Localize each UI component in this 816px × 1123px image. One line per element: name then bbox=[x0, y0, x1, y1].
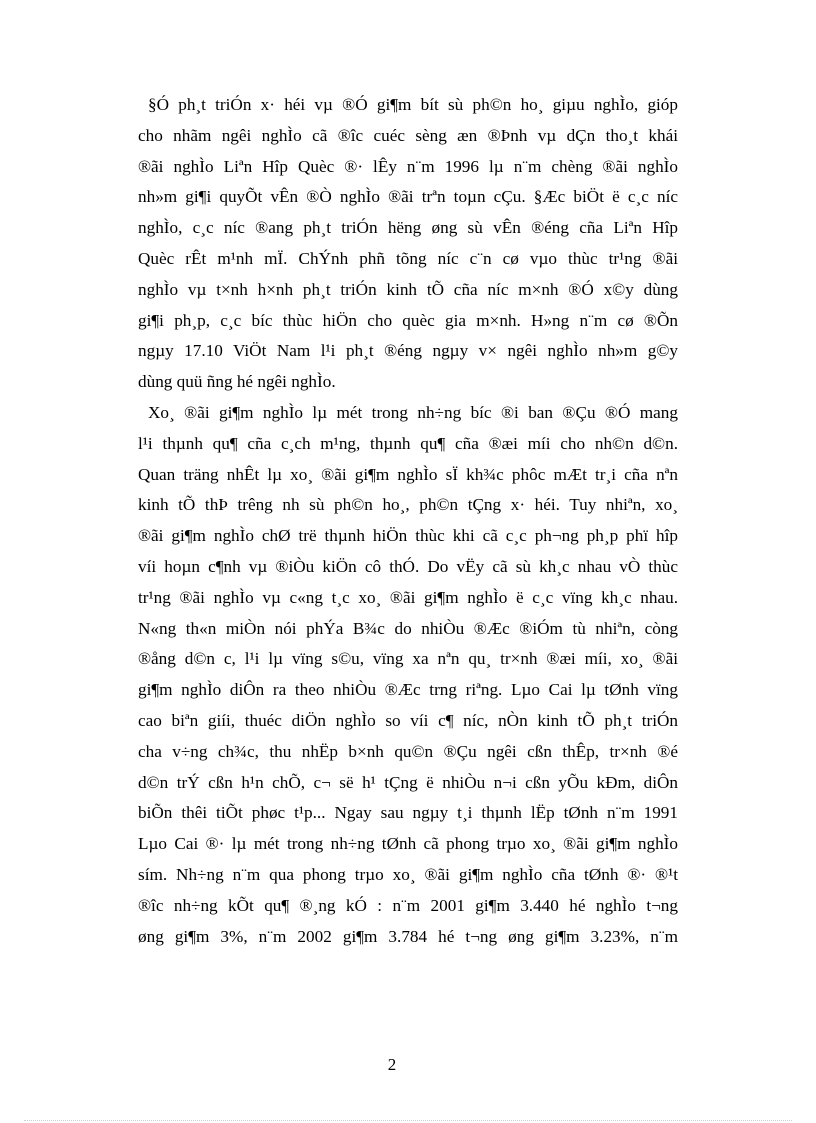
page-number: 2 bbox=[387, 1055, 397, 1074]
paragraph-1 bbox=[138, 90, 678, 398]
body-text bbox=[138, 90, 678, 952]
text-line: gi¶i ph¸p, c¸c bíc thùc hiÖn cho quèc gia m×nh. H»ng n¨m cø ®Õn bbox=[138, 310, 678, 330]
text-line: víi hoµn c¶nh vµ ®iÒu kiÖn cô thÓ. Do vËy cã sù kh¸c nhau vÒ thùc bbox=[138, 556, 678, 576]
page-bottom-divider bbox=[24, 1120, 792, 1121]
text-line: l¹i thµnh qu¶ cña c¸ch m¹ng, thµnh qu¶ cña ®æi míi cho nh©n d©n. bbox=[138, 433, 678, 453]
text-line: N«ng th«n miÒn nói phÝa B¾c do nhiÒu ®Æc ®iÓm tù nhiªn, còng bbox=[138, 618, 678, 638]
text-line: Quan träng nhÊt lµ xo¸ ®ãi gi¶m nghÌo sÏ kh¾c phôc mÆt tr¸i cña nªn bbox=[138, 464, 678, 484]
text-line: d©n trÝ cßn h¹n chÕ, c¬ së h¹ tÇng ë nhiÒu n¬i cßn yÕu kÐm, diÔn bbox=[138, 772, 678, 792]
text-line: nh»m gi¶i quyÕt vÊn ®Ò nghÌo ®ãi trªn toµn cÇu. §Æc biÖt ë c¸c níc bbox=[138, 187, 678, 207]
text-line: ®ãi gi¶m nghÌo chØ trë thµnh hiÖn thùc khi cã c¸c ph¬ng ph¸p phï hîp bbox=[138, 526, 678, 546]
text-line: tr¹ng ®ãi nghÌo vµ c«ng t¸c xo¸ ®ãi gi¶m nghÌo ë c¸c vïng kh¸c nhau. bbox=[138, 587, 678, 607]
text-line: cho nhãm ngêi nghÌo cã ®îc cuéc sèng æn ®Þnh vµ dÇn tho¸t khái bbox=[138, 125, 678, 145]
text-line: ngµy 17.10 ViÖt Nam l¹i ph¸t ®éng ngµy v× ngêi nghÌo nh»m g©y bbox=[138, 341, 678, 361]
text-line: §Ó ph¸t triÓn x· héi vµ ®Ó gi¶m bít sù ph©n ho¸ giµu nghÌo, gióp bbox=[148, 95, 678, 114]
text-line: cao biªn giíi, thuéc diÖn nghÌo so víi c¶ níc, nÒn kinh tÕ ph¸t triÓn bbox=[138, 710, 678, 730]
text-line: dùng quü ñng hé ngêi nghÌo. bbox=[138, 372, 336, 392]
text-line: kinh tÕ thÞ trêng nh sù ph©n ho¸, ph©n tÇng x· héi. Tuy nhiªn, xo¸ bbox=[138, 495, 678, 515]
text-line: ®ãi nghÌo Liªn Hîp Quèc ®· lÊy n¨m 1996 lµ n¨m chèng ®ãi nghÌo bbox=[138, 156, 678, 176]
paragraph-2 bbox=[138, 398, 678, 952]
text-line: Xo¸ ®ãi gi¶m nghÌo lµ mét trong nh÷ng bíc ®i ban ®Çu ®Ó mang bbox=[148, 402, 678, 422]
text-line: Quèc rÊt m¹nh mÏ. ChÝnh phñ tõng níc c¨n cø vµo thùc tr¹ng ®ãi bbox=[138, 248, 678, 268]
text-line: ®ång d©n c, l¹i lµ vïng s©u, vïng xa nªn qu¸ tr×nh ®æi míi, xo¸ ®ãi bbox=[138, 649, 678, 669]
text-line: cha v÷ng ch¾c, thu nhËp b×nh qu©n ®Çu ngêi cßn thÊp, tr×nh ®é bbox=[138, 741, 678, 761]
text-line: ®îc nh÷ng kÕt qu¶ ®¸ng kÓ : n¨m 2001 gi¶m 3.440 hé nghÌo t¬ng bbox=[138, 895, 678, 915]
text-line: øng gi¶m 3%, n¨m 2002 gi¶m 3.784 hé t¬ng øng gi¶m 3.23%, n¨m bbox=[138, 926, 678, 946]
text-line: Lµo Cai ®· lµ mét trong nh÷ng tØnh cã phong trµo xo¸ ®ãi gi¶m nghÌo bbox=[138, 834, 678, 854]
text-line: gi¶m nghÌo diÔn ra theo nhiÒu ®Æc trng riªng. Lµo Cai lµ tØnh vïng bbox=[138, 680, 678, 700]
text-line: biÕn thêi tiÕt phøc t¹p... Ngay sau ngµy t¸i thµnh lËp tØnh n¨m 1991 bbox=[138, 803, 678, 823]
text-line: sím. Nh÷ng n¨m qua phong trµo xo¸ ®ãi gi¶m nghÌo cña tØnh ®· ®¹t bbox=[138, 864, 678, 884]
text-line: nghÌo vµ t×nh h×nh ph¸t triÓn kinh tÕ cña níc m×nh ®Ó x©y dùng bbox=[138, 279, 678, 299]
text-line: nghÌo, c¸c níc ®ang ph¸t triÓn hëng øng sù vÊn ®éng cña Liªn Hîp bbox=[138, 218, 678, 238]
